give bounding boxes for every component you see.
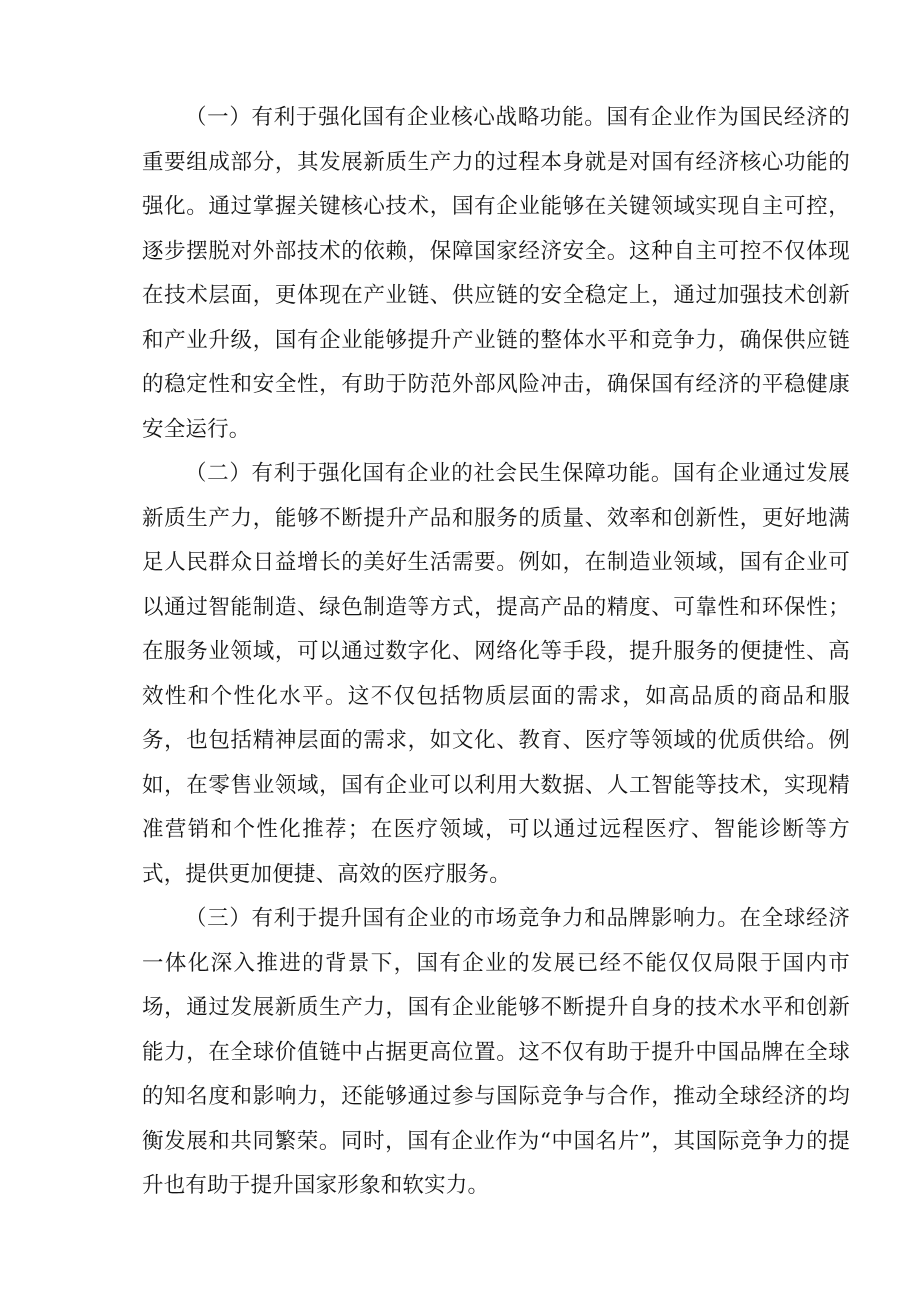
paragraph-1: （一）有利于强化国有企业核心战略功能。国有企业作为国民经济的重要组成部分，其发展新质生产力的过程本身就是对国有经济核心功能的强化。通过掌握关键核心技术，国有企业能够在关键领域实现自主可控，逐步摆脱对外部技术的依赖，保障国家经济安全。这种自主可控不仅体现在技术层面，更体现在产业链、供应链的安全稳定上，通过加强技术创新和产业升级，国有企业能够提升产业链的整体水平和竞争力，确保供应链的稳定性和安全性，有助于防范外部风险冲击，确保国有经济的平稳健康安全运行。	[142, 105, 850, 442]
paragraph-2: （二）有利于强化国有企业的社会民生保障功能。国有企业通过发展新质生产力，能够不断提升产品和服务的质量、效率和创新性，更好地满足人民群众日益增长的美好生活需要。例如，在制造业领域，国有企业可以通过智能制造、绿色制造等方式，提高产品的精度、可靠性和环保性；在服务业领域，可以通过数字化、网络化等手段，提升服务的便捷性、高效性和个性化水平。这不仅包括物质层面的需求，如高品质的商品和服务，也包括精神层面的需求，如文化、教育、医疗等领域的优质供给。例如，在零售业领域，国有企业可以利用大数据、人工智能等技术，实现精准营销和个性化推荐；在医疗领域，可以通过远程医疗、智能诊断等方式，提供更加便捷、高效的医疗服务。	[142, 461, 850, 887]
paragraph-3: （三）有利于提升国有企业的市场竞争力和品牌影响力。在全球经济一体化深入推进的背景下，国有企业的发展已经不能仅仅局限于国内市场，通过发展新质生产力，国有企业能够不断提升自身的技术水平和创新能力，在全球价值链中占据更高位置。这不仅有助于提升中国品牌在全球的知名度和影响力，还能够通过参与国际竞争与合作，推动全球经济的均衡发展和共同繁荣。同时，国有企业作为“中国名片”，其国际竞争力的提升也有助于提升国家形象和软实力。	[142, 906, 850, 1198]
document-body	[142, 96, 850, 1209]
